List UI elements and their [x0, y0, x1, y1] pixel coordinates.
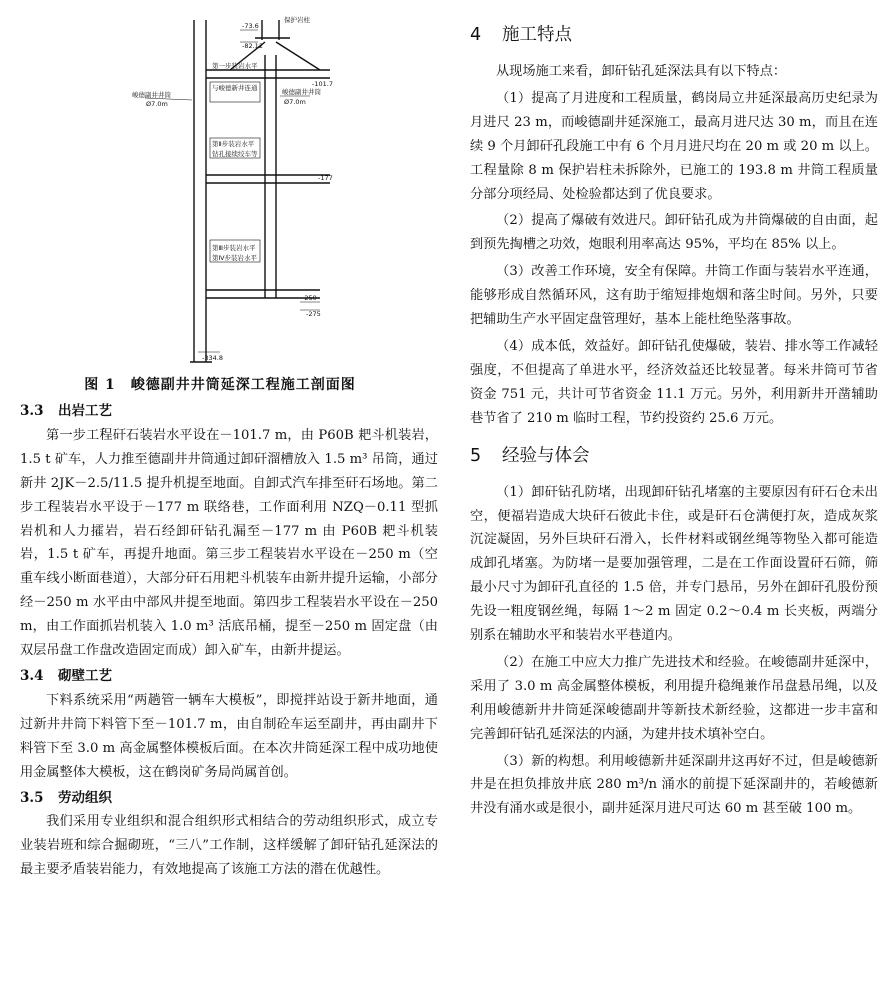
- label-step2: 第Ⅱ步装岩水平: [212, 140, 255, 148]
- para-4-4: （4）成本低，效益好。卸矸钻孔使爆破，装岩、排水等工作减轻强度，不但提高了单进水平，经济效益还比较显著。每米井筒可节省资金 751 元，共计可节省资金 11.1 万元。另外，利用新井开凿辅助巷节省了 210 m 临时工程，节约投资约 25.6 万元。: [470, 338, 878, 426]
- label-level-2: -82.12: [242, 42, 263, 50]
- heading-3-5: 3.5 劳动组织: [20, 789, 112, 806]
- left-column: [20, 398, 438, 882]
- label-step4: 第Ⅳ步装岩水平: [212, 254, 257, 262]
- label-shaft-right: 峻德副井井筒: [282, 88, 321, 96]
- figure-section-drawing: [0, 0, 440, 375]
- para-4-1: （1）提高了月进度和工程质量，鹤岗局立井延深最高历史纪录为月进尺 23 m，而峻德副井延深施工，最高月进尺达 30 m，而且在连续 9 个月卸矸孔段施工中有 6 个月月进尺均在 20 m 或 20 m 以上。工程量除 8 m 保护岩柱未拆除外，已施工的 193.8 m 井筒工程质量分部分项经局、处检验都达到了优良要求。: [470, 90, 878, 202]
- para-5-1: （1）卸矸钻孔防堵，出现卸矸钻孔堵塞的主要原因有矸石仓未出空，便福岩造成大块矸石彼此卡住，或是矸石仓满便打灰，造成灰浆沉淀凝固，另外巨块矸石滑入，长件材料或钢丝绳等物坠入都可能造成卸孔堵塞。为防堵一是要加强管理，二是在工作面设置矸石筛，筛最小尺寸为卸矸孔直径的 1.5 倍，并专门悬吊，另外在卸矸孔股份预先设一粗度钢丝绳，每隔 1～2 m 固定 0.2～0.4 m 长夹板，两端分别系在辅助水平和装岩水平巷道内。: [470, 484, 878, 644]
- para-4-3: （3）改善工作环境，安全有保障。井筒工作面与装岩水平连通，能够形成自然循环风，这有助于缩短排炮烟和落尘时间。另外，只要把辅助生产水平固定盘管理好，基本上能杜绝坠落事故。: [470, 264, 878, 328]
- label-level-3: -101.7: [312, 80, 333, 88]
- label-level-7: -334.8: [202, 354, 223, 362]
- label-step2b: 钻孔接续绞车等: [212, 150, 258, 158]
- para-3-4: 下料系统采用“两趟管一辆车大模板”，即搅拌站设于新井地面，通过新井井筒下料管下至－101.7 m，由自制砼车运至副井，再由副井下料管下至 3.0 m 高金属整体模板后面。在本次井筒延深工程中成功地使用金属整体大模板，这在鹤岗矿务局尚属首创。: [20, 692, 438, 780]
- heading-4: 4 施工特点: [470, 25, 572, 45]
- label-level-5: -250: [302, 294, 317, 302]
- para-4-2: （2）提高了爆破有效进尺。卸矸钻孔成为井筒爆破的自由面，起到预先掏槽之功效，炮眼利用率高达 95%，平均在 85% 以上。: [470, 213, 878, 253]
- label-level-1: -73.6: [242, 22, 259, 30]
- para-5-3: （3）新的构想。利用峻德新井延深副井这再好不过，但是峻德新井是在担负排放井底 280 m³/n 涌水的前提下延深副井的，若峻德新井没有涌水或是很小，副井延深月进尺可达 60 m 甚至破 100 m。: [470, 753, 878, 817]
- para-3-3: 第一步工程矸石装岩水平设在－101.7 m，由 P60B 耙斗机装岩，1.5 t 矿车，人力推至德副井井筒通过卸矸溜槽放入 1.5 m³ 吊筒，通过新井 2JK－2.5/11.5 提升机提至地面。自卸式汽车排至矸石场地。第二步工程装岩水平设于－177 m 联络巷，工作面利用 NZQ－0.11 型抓岩机和人力攉岩，岩石经卸矸钻孔漏至－177 m 由 P60B 耙斗机装岩，1.5 t 矿车，再提升地面。第三步工程装岩水平设在－250 m（空重车线小断面巷道），大部分矸石用耙斗机装车由新井提升运输，小部分经－250 m 水平由中部风井提至地面。第四步工程装岩水平设在－250 m，由工作面抓岩机装入 1.0 m³ 活底吊桶，提至－250 m 固定盘（由双层吊盘工作盘改造固定而成）卸入矿车，由新井提运。: [20, 427, 438, 659]
- label-level-6: -275: [306, 310, 321, 318]
- label-shaft-right-d: Ø7.0m: [284, 98, 306, 106]
- label-top-note-2: 与峻德新井连通: [212, 84, 258, 92]
- label-shaft-left: 峻德副井井筒: [132, 91, 171, 99]
- label-top-note: 第一步装岩水平: [212, 62, 258, 70]
- heading-3-4: 3.4 砌壁工艺: [20, 667, 112, 684]
- shaft-profile-svg: [0, 0, 440, 375]
- label-level-4: -177: [318, 174, 333, 182]
- para-5-2: （2）在施工中应大力推广先进技术和经验。在峻德副井延深中，采用了 3.0 m 高金属整体模板，利用提升稳绳兼作吊盘悬吊绳，以及利用峻德新井井筒延深峻德副井等新技术新经验，这都进一步丰富和完善卸矸钻孔延深法的内涵，为建井技术填补空白。: [470, 654, 878, 742]
- right-column: [470, 18, 878, 824]
- figure-caption: 图 1 峻德副井井筒延深工程施工剖面图: [84, 377, 356, 393]
- label-step3: 第Ⅲ步装岩水平: [212, 244, 256, 252]
- label-shaft-left-d: Ø7.0m: [146, 100, 168, 108]
- label-protect: 保护岩柱: [284, 16, 310, 24]
- heading-3-3: 3.3 出岩工艺: [20, 403, 112, 419]
- para-3-5: 我们采用专业组织和混合组织形式相结合的劳动组织形式，成立专业装岩班和综合掘砌班，“三八”工作制，这样缓解了卸矸钻孔延深法的最主要矛盾装岩能力，有效地提高了该施工方法的潜在优越性。: [20, 814, 438, 878]
- para-4-intro: 从现场施工来看，卸矸钻孔延深法具有以下特点：: [496, 64, 787, 79]
- heading-5: 5 经验与体会: [470, 445, 590, 466]
